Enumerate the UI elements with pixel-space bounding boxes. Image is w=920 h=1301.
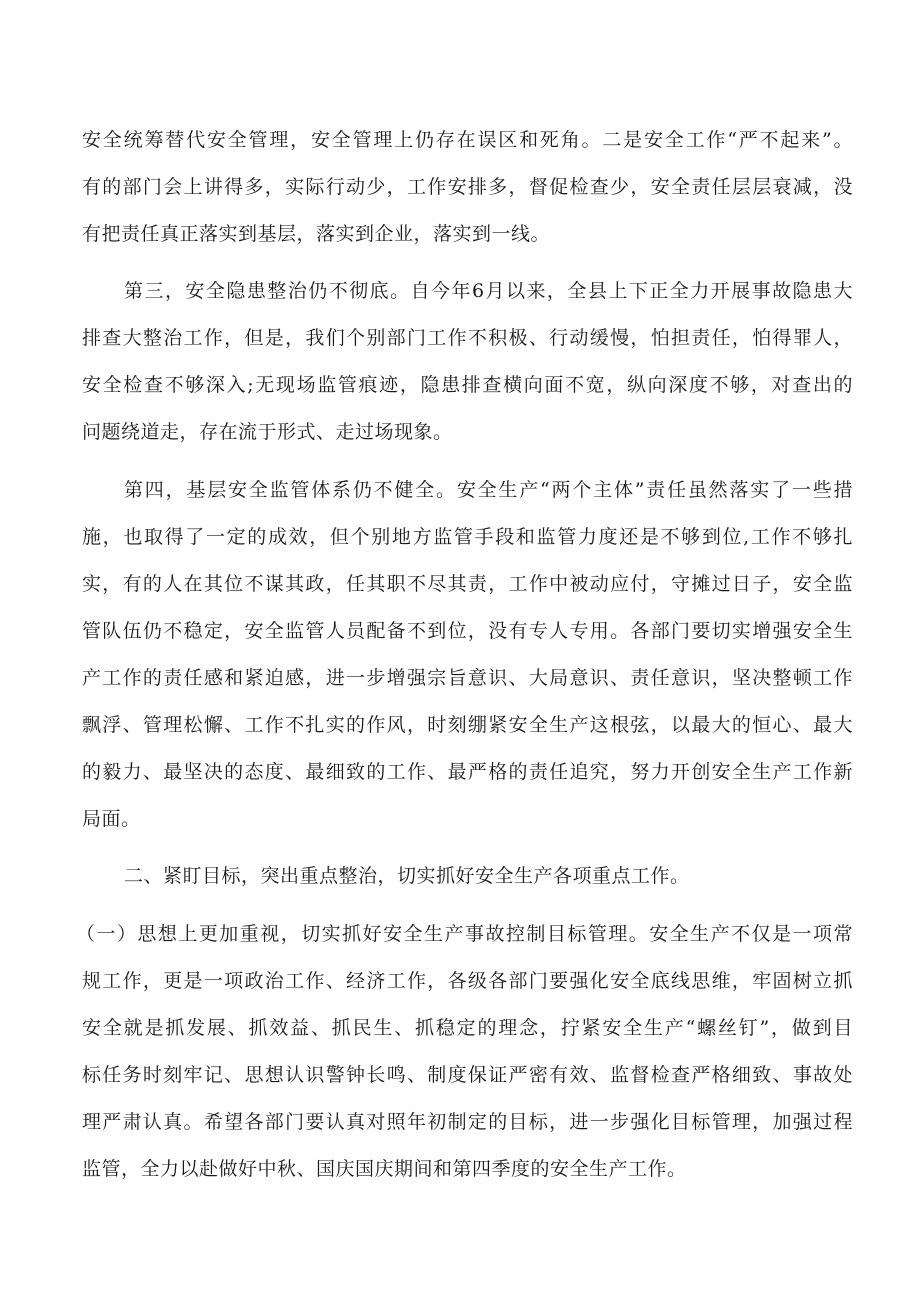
text-line: 规工作，更是一项政治工作、经济工作，各级各部门要强化安全底线思维，牢固树立抓 — [82, 970, 853, 992]
text-line: 问题绕道走，存在流于形式、走过场现象。 — [82, 421, 453, 443]
text-line: 安全统筹替代安全管理，安全管理上仍存在误区和死角。二是安全工作“严不起来”。 — [82, 129, 853, 151]
text-line: 飘浮、管理松懈、工作不扎实的作风，时刻绷紧安全生产这根弦，以最大的恒心、最大 — [82, 714, 853, 736]
text-line: 管队伍仍不稳定，安全监管人员配备不到位，没有专人专用。各部门要切实增强安全生 — [82, 620, 853, 642]
text-line: 第四，基层安全监管体系仍不健全。安全生产“两个主体”责任虽然落实了一些措 — [124, 479, 853, 501]
text-line: 标任务时刻牢记、思想认识警钟长鸣、制度保证严密有效、监督检查严格细致、事故处 — [82, 1064, 853, 1086]
text-line: 安全就是抓发展、抓效益、抓民生、抓稳定的理念，拧紧安全生产“螺丝钉”，做到目 — [82, 1017, 853, 1039]
text-line: 的毅力、最坚决的态度、最细致的工作、最严格的责任追究，努力开创安全生产工作新 — [82, 761, 853, 783]
text-line: （一）思想上更加重视，切实抓好安全生产事故控制目标管理。安全生产不仅是一项常 — [76, 923, 853, 945]
text-line: 理严肃认真。希望各部门要认真对照年初制定的目标，进一步强化目标管理，加强过程 — [82, 1111, 853, 1133]
text-line: 二、紧盯目标，突出重点整治，切实抓好安全生产各项重点工作。 — [124, 865, 690, 887]
text-line: 产工作的责任感和紧迫感，进一步增强宗旨意识、大局意识、责任意识，坚决整顿工作 — [82, 667, 853, 689]
text-line: 监管，全力以赴做好中秋、国庆国庆期间和第四季度的安全生产工作。 — [82, 1158, 687, 1180]
text-line: 排查大整治工作，但是，我们个别部门工作不积极、行动缓慢，怕担责任，怕得罪人， — [82, 327, 853, 349]
text-line: 局面。 — [82, 808, 141, 830]
text-line: 施，也取得了一定的成效，但个别地方监管手段和监管力度还是不够到位,工作不够扎 — [82, 526, 853, 548]
text-line: 实，有的人在其位不谋其政，任其职不尽其责，工作中被动应付，守摊过日子，安全监 — [82, 573, 853, 595]
text-line: 有把责任真正落实到基层，落实到企业，落实到一线。 — [82, 223, 551, 245]
text-line: 安全检查不够深入;无现场监管痕迹，隐患排查横向面不宽，纵向深度不够，对查出的 — [82, 374, 853, 396]
text-line: 有的部门会上讲得多，实际行动少，工作安排多，督促检查少，安全责任层层衰减，没 — [82, 176, 853, 198]
text-line: 第三，安全隐患整治仍不彻底。自今年6月以来，全县上下正全力开展事故隐患大 — [124, 280, 853, 302]
